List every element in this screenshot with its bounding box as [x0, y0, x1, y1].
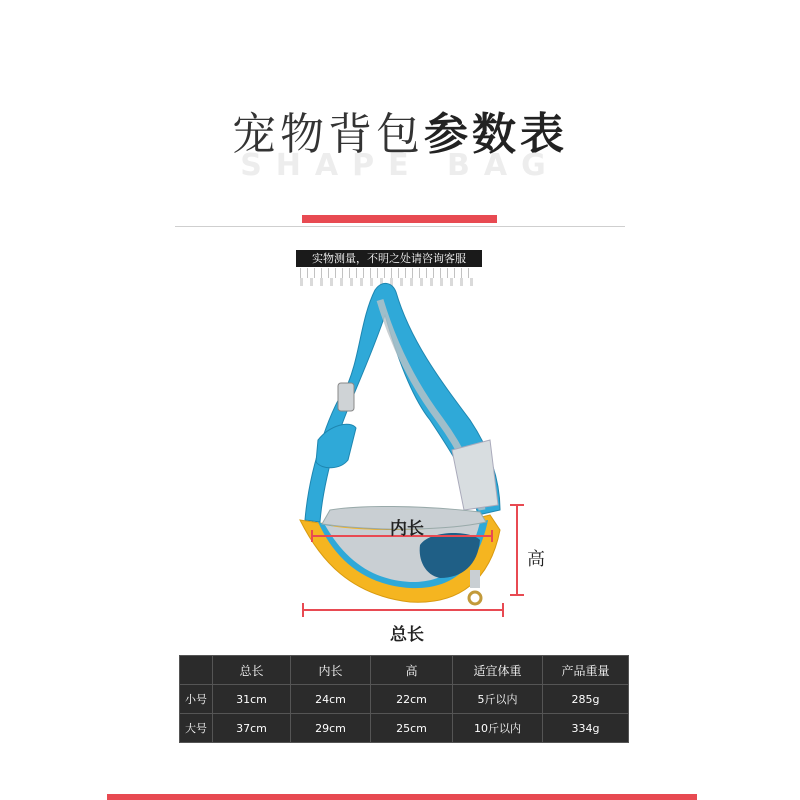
bottom-accent-bar: [107, 794, 697, 800]
table-cell: 小号: [180, 685, 213, 714]
table-header: 适宜体重: [453, 656, 543, 685]
height-label: 高: [527, 549, 545, 570]
table-cell: 29cm: [291, 714, 371, 743]
table-cell: 25cm: [371, 714, 453, 743]
clip-strap: [470, 570, 480, 588]
table-header: 高: [371, 656, 453, 685]
ghost-watermark-text: SHAPE BAG: [240, 148, 560, 183]
table-cell: 334g: [543, 714, 629, 743]
table-cell: 285g: [543, 685, 629, 714]
measurement-note: 实物测量，不明之处请咨询客服: [296, 250, 482, 267]
table-cell: 37cm: [213, 714, 291, 743]
table-cell: 24cm: [291, 685, 371, 714]
table-header: 产品重量: [543, 656, 629, 685]
table-header: 内长: [291, 656, 371, 685]
table-header: [180, 656, 213, 685]
table-cell: 10斤以内: [453, 714, 543, 743]
table-header-row: [180, 656, 629, 685]
strap-buckle: [338, 383, 354, 411]
clip-hook: [469, 592, 481, 604]
table-row: [180, 714, 629, 743]
title-light: 宠物背包: [232, 109, 424, 160]
total-length-label: 总长: [390, 625, 424, 645]
mesh-pocket: [452, 440, 498, 510]
title-bold: 参数表: [424, 109, 568, 160]
table-cell: 22cm: [371, 685, 453, 714]
table-cell: 5斤以内: [453, 685, 543, 714]
side-pocket: [316, 424, 356, 468]
table-cell: 31cm: [213, 685, 291, 714]
table-header: 总长: [213, 656, 291, 685]
spec-table: [179, 655, 629, 743]
inner-length-label: 内长: [390, 519, 424, 539]
table-cell: 大号: [180, 714, 213, 743]
table-row: [180, 685, 629, 714]
